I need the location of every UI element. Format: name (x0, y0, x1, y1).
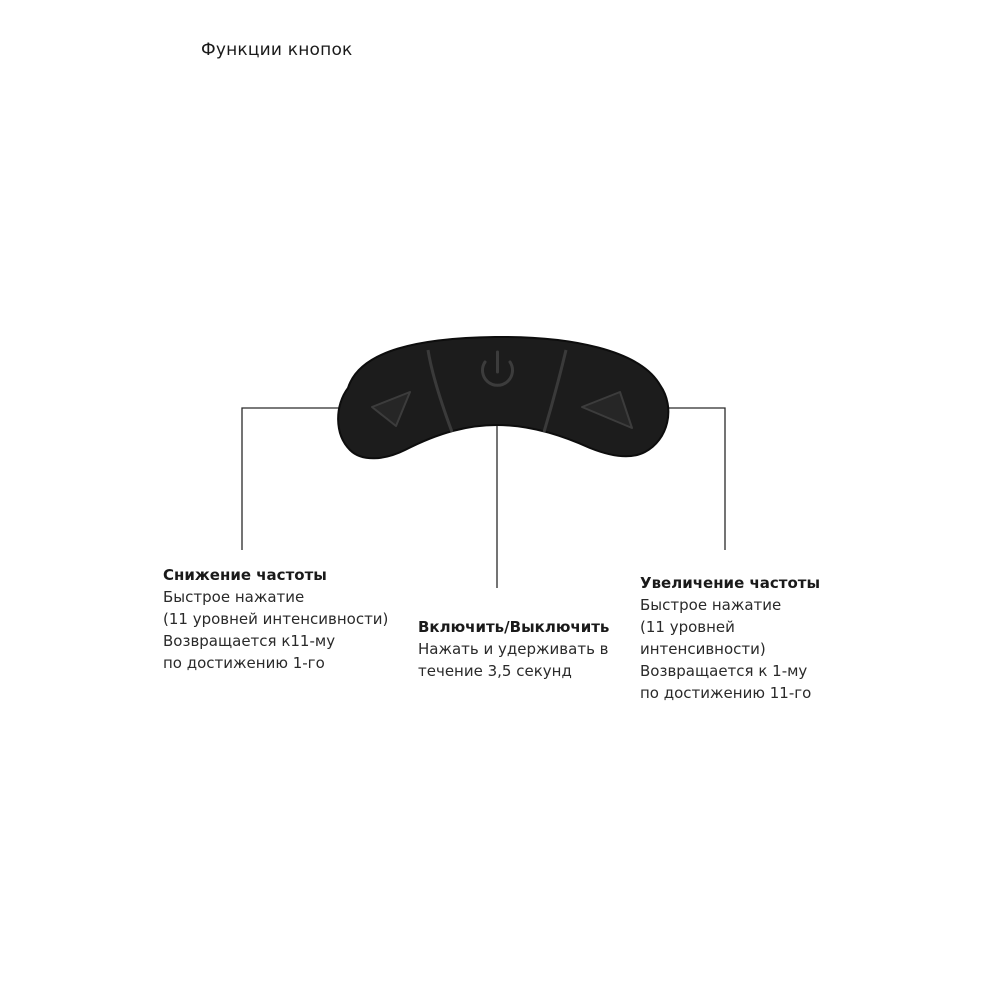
decrease-line: по достижению 1-го (163, 654, 325, 672)
remote-control (338, 337, 668, 458)
increase-line: интенсивности) (640, 640, 766, 658)
increase-heading: Увеличение частоты (640, 574, 821, 592)
power-line: Нажать и удерживать в (418, 640, 609, 658)
decrease-line: (11 уровней интенсивности) (163, 610, 389, 628)
decrease-line: Возвращается к11-му (163, 632, 336, 650)
increase-line: по достижению 11-го (640, 684, 812, 702)
power-line: течение 3,5 секунд (418, 662, 572, 680)
increase-line: Быстрое нажатие (640, 596, 782, 614)
decrease-line: Быстрое нажатие (163, 588, 305, 606)
callout-increase (640, 572, 820, 704)
decrease-heading: Снижение частоты (163, 566, 327, 584)
leader-line-decrease (242, 408, 345, 550)
increase-line: (11 уровней (640, 618, 735, 636)
callout-power (418, 616, 609, 682)
callout-decrease (163, 564, 388, 674)
power-heading: Включить/Выключить (418, 618, 610, 636)
page-title: Функции кнопок (201, 40, 353, 60)
increase-line: Возвращается к 1-му (640, 662, 808, 680)
